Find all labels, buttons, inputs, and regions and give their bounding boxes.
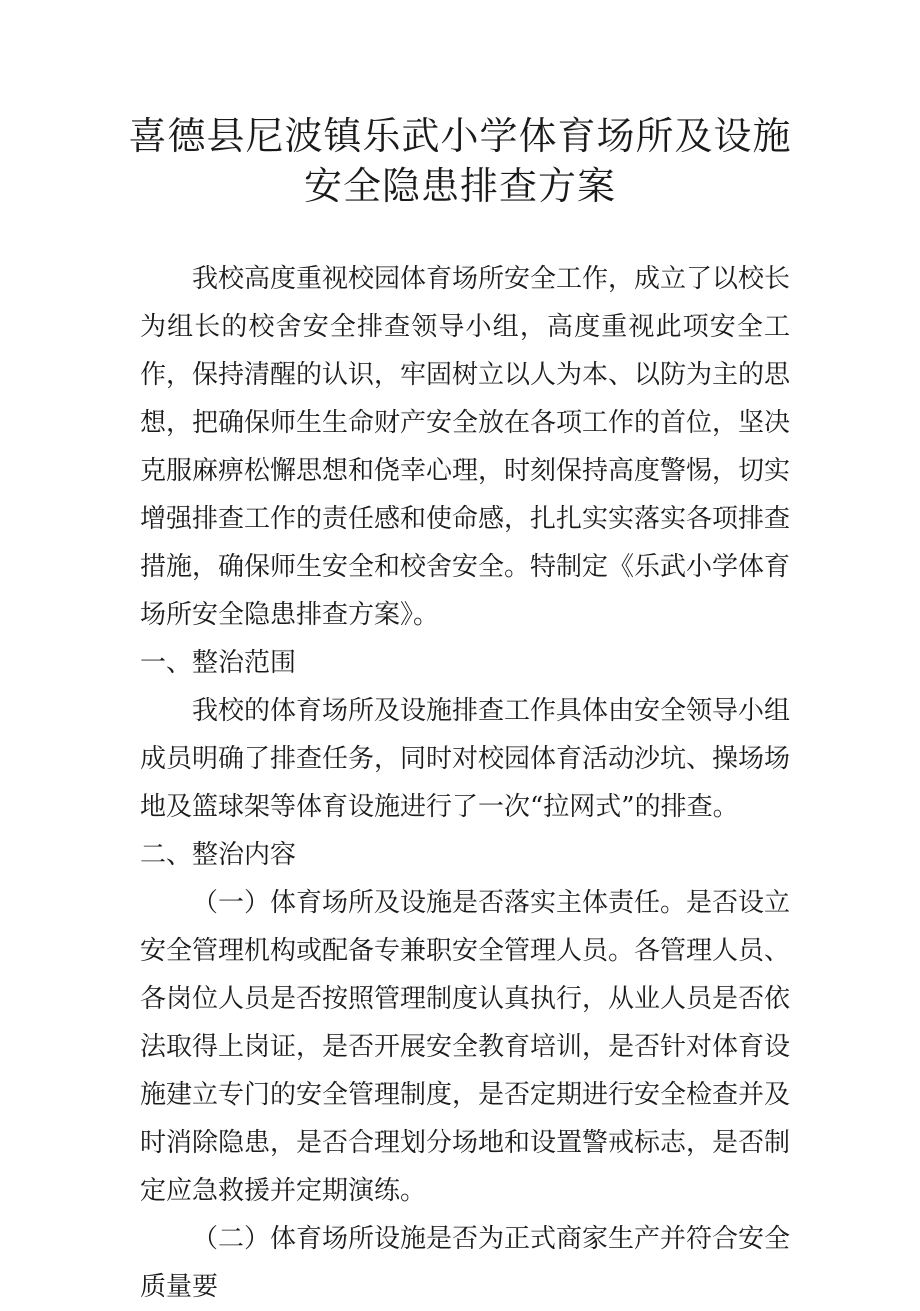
document-title-line-2: 安全隐患排查方案 bbox=[303, 164, 616, 208]
content-item-1-paragraph: （一）体育场所及设施是否落实主体责任。是否设立安全管理机构或配备专兼职安全管理人员。各管理人员、各岗位人员是否按照管理制度认真执行，从业人员是否依法取得上岗证，是否开展安全教育培训，是否针对体育设施建立专门的安全管理制度，是否定期进行安全检查并及时消除隐患，是否合理划分场地和设置警戒标志，是否制定应急救援并定期演练。 bbox=[140, 888, 791, 1206]
document-title-line-1: 喜德县尼波镇乐武小学体育场所及设施 bbox=[128, 114, 792, 158]
document-body bbox=[140, 255, 790, 1311]
section-heading-scope: 一、整治范围 bbox=[140, 648, 297, 678]
scope-paragraph: 我校的体育场所及设施排查工作具体由安全领导小组成员明确了排查任务，同时对校园体育活动沙坑、操场场地及篮球架等体育设施进行了一次“拉网式”的排查。 bbox=[140, 696, 791, 822]
section-heading-content: 二、整治内容 bbox=[140, 840, 297, 870]
content-item-2-paragraph: （二）体育场所设施是否为正式商家生产并符合安全质量要 bbox=[140, 1224, 791, 1302]
intro-paragraph: 我校高度重视校园体育场所安全工作，成立了以校长为组长的校舍安全排查领导小组，高度重视此项安全工作，保持清醒的认识，牢固树立以人为本、以防为主的思想，把确保师生生命财产安全放在各项工作的首位，坚决克服麻痹松懈思想和侥幸心理，时刻保持高度警惕，切实增强排查工作的责任感和使命感，扎扎实实落实各项排查措施，确保师生安全和校舍安全。特制定《乐武小学体育场所安全隐患排查方案》。 bbox=[140, 264, 791, 630]
